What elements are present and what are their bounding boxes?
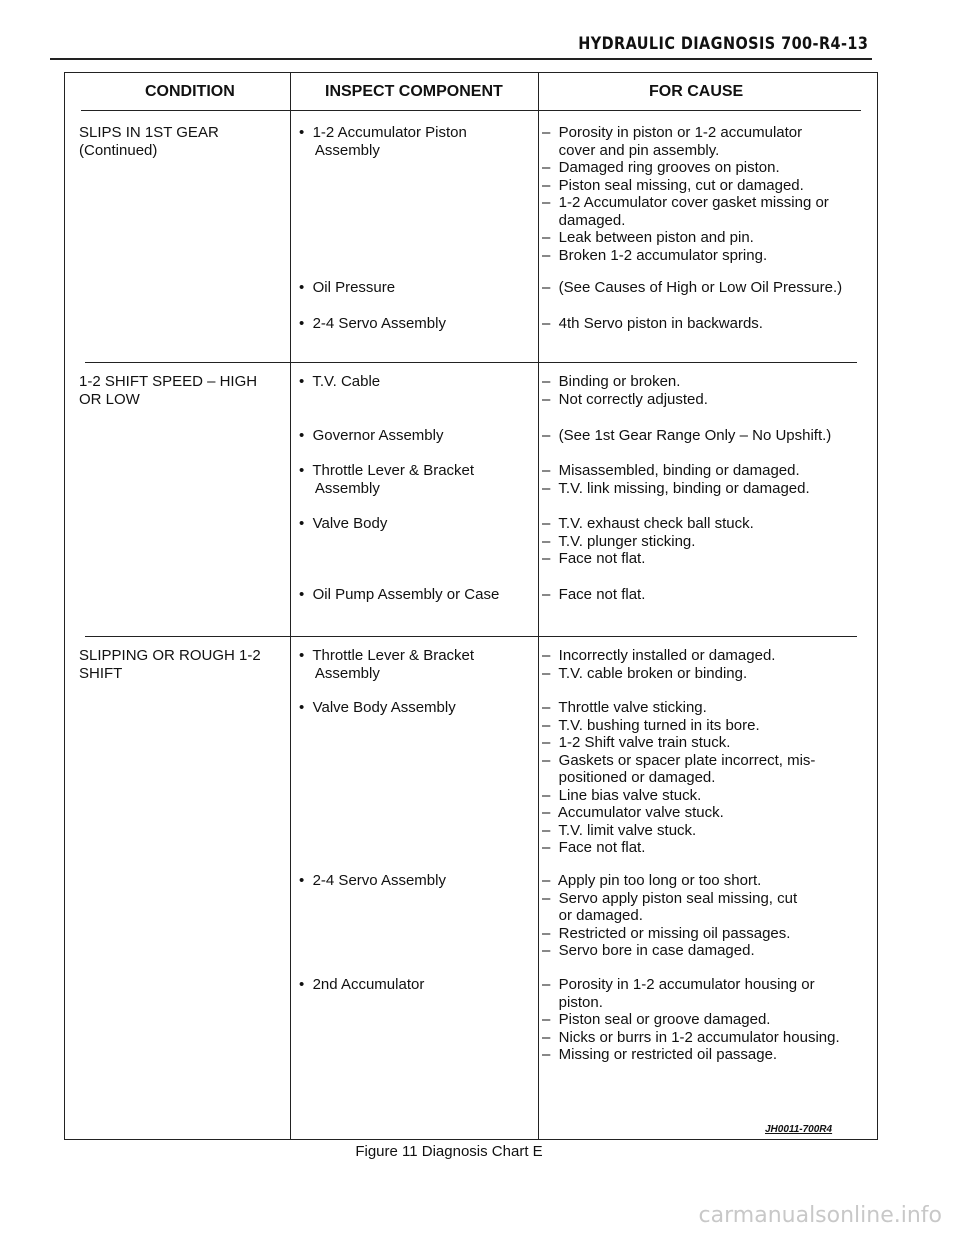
component-1-2-accumulator-piston: • 1-2 Accumulator Piston Assembly [299, 124, 467, 159]
page-header: HYDRAULIC DIAGNOSIS 700-R4-13 [577, 34, 868, 54]
column-divider [538, 73, 539, 1139]
component-tv-cable: • T.V. Cable [299, 373, 381, 390]
component-oil-pressure: • Oil Pressure [299, 279, 396, 296]
cause-list: – Binding or broken. – Not correctly adjusted. [542, 373, 708, 408]
section-divider [85, 362, 857, 363]
column-header-for-cause: FOR CAUSE [649, 83, 744, 100]
cause-list: – T.V. exhaust check ball stuck. – T.V. plunger sticking. – Face not flat. [542, 515, 754, 567]
header-rule [50, 58, 872, 60]
column-header-condition: CONDITION [145, 83, 235, 100]
cause-list: – (See Causes of High or Low Oil Pressure.) [542, 279, 843, 296]
component-throttle-lever-bracket: • Throttle Lever & Bracket Assembly [299, 462, 475, 497]
column-header-inspect-component: INSPECT COMPONENT [325, 83, 503, 100]
cause-list: – Misassembled, binding or damaged. – T.V. link missing, binding or damaged. [542, 462, 810, 497]
column-divider [290, 73, 291, 1139]
cause-list: – Face not flat. [542, 586, 646, 603]
cause-list: – (See 1st Gear Range Only – No Upshift.) [542, 427, 832, 444]
component-governor: • Governor Assembly [299, 427, 444, 444]
condition-1-2-shift-speed: 1-2 SHIFT SPEED – HIGH OR LOW [79, 373, 258, 408]
cause-list: – 4th Servo piston in backwards. [542, 315, 763, 332]
figure-caption: Figure 11 Diagnosis Chart E [355, 1143, 543, 1160]
component-valve-body: • Valve Body [299, 515, 388, 532]
condition-slipping-rough-1-2: SLIPPING OR ROUGH 1-2 SHIFT [79, 647, 261, 682]
diagnosis-chart [64, 72, 878, 1140]
component-2nd-accumulator: • 2nd Accumulator [299, 976, 425, 993]
cause-list: – Apply pin too long or too short. – Servo apply piston seal missing, cut or damaged. – Restricted or missing oil passages. – Servo bore in case damaged. [542, 872, 798, 959]
condition-slips-1st-gear: SLIPS IN 1ST GEAR (Continued) [79, 124, 219, 159]
cause-list: – Throttle valve sticking. – T.V. bushing turned in its bore. – 1-2 Shift valve train stuck. – Gaskets or spacer plate incorrect, mis- positioned or damaged. – Line bias valve stuck. – Accumulator valve stuck. – T.V. limit valve stuck. – Face not flat. [542, 699, 816, 856]
header-divider [81, 110, 861, 111]
component-valve-body-assembly: • Valve Body Assembly [299, 699, 456, 716]
component-oil-pump-or-case: • Oil Pump Assembly or Case [299, 586, 500, 603]
figure-tag: JH0011-700R4 [765, 1124, 833, 1135]
site-watermark: carmanualsonline.info [698, 1203, 942, 1228]
component-2-4-servo: • 2-4 Servo Assembly [299, 872, 446, 889]
component-2-4-servo: • 2-4 Servo Assembly [299, 315, 446, 332]
cause-list: – Porosity in 1-2 accumulator housing or piston. – Piston seal or groove damaged. – Nicks or burrs in 1-2 accumulator housing. – Missing or restricted oil passage. [542, 976, 840, 1063]
cause-list: – Incorrectly installed or damaged. – T.V. cable broken or binding. [542, 647, 776, 682]
component-throttle-lever-bracket: • Throttle Lever & Bracket Assembly [299, 647, 475, 682]
cause-list: – Porosity in piston or 1-2 accumulator cover and pin assembly. – Damaged ring grooves on piston. – Piston seal missing, cut or damaged. – 1-2 Accumulator cover gasket missing or damaged. – Leak between piston and pin. – Broken 1-2 accumulator spring. [542, 124, 829, 264]
section-divider [85, 636, 857, 637]
